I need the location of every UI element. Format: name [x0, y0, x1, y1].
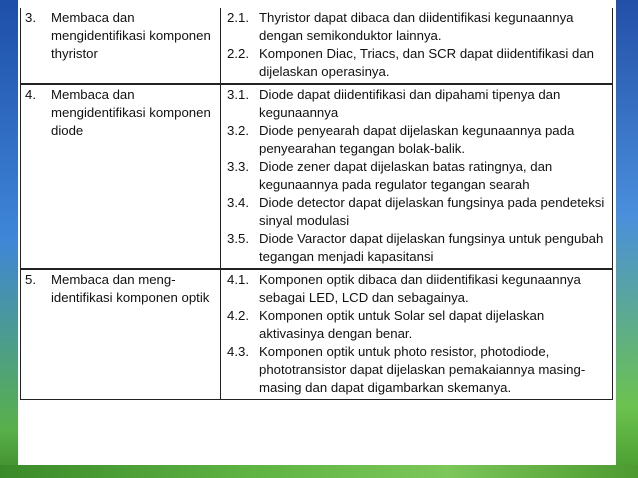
document-page — [18, 0, 616, 465]
row-number: 5. — [25, 272, 36, 287]
background-left-edge — [0, 0, 18, 478]
list-item: 3.5. Diode Varactor dapat dijelaskan fungsinya untuk pengubah tegangan menjadi kapasitansi — [227, 231, 604, 264]
list-item: 3.3. Diode zener dapat dijelaskan batas ratingnya, dan kegunaannya pada regulator tegangan searah — [227, 159, 553, 192]
competency-text: Membaca dan mengidentifikasi komponen thyristor — [51, 10, 211, 61]
indicator-cell — [221, 8, 613, 84]
row-number: 4. — [25, 87, 36, 102]
indicator-cell — [221, 269, 613, 400]
list-item: 2.1. Thyristor dapat dibaca dan diidentifikasi kegunaannya dengan semikonduktor lainnya. — [227, 10, 574, 43]
table-row — [21, 84, 613, 269]
list-item: 2.2. Komponen Diac, Triacs, dan SCR dapat diidentifikasi dan dijelaskan operasinya. — [227, 46, 594, 79]
competency-table — [20, 8, 613, 400]
competency-cell — [21, 8, 221, 84]
indicator-cell — [221, 84, 613, 269]
table-row — [21, 269, 613, 400]
background-right-edge — [616, 0, 638, 478]
competency-cell — [21, 269, 221, 400]
list-item: 4.3. Komponen optik untuk photo resistor, photodiode, phototransistor dapat dijelaskan pemakaiannya masing-masing dan dapat digambarkan skemanya. — [227, 344, 586, 395]
list-item: 4.2. Komponen optik untuk Solar sel dapat dijelaskan aktivasinya dengan benar. — [227, 308, 545, 341]
competency-text: Membaca dan meng- identifikasi komponen optik — [51, 272, 210, 305]
list-item: 4.1. Komponen optik dibaca dan diidentifikasi kegunaannya sebagai LED, LCD dan sebagainya. — [227, 272, 581, 305]
background-grass-strip — [0, 465, 638, 478]
list-item: 3.2. Diode penyearah dapat dijelaskan kegunaannya pada penyearahan tegangan bolak-balik. — [227, 123, 575, 156]
list-item: 3.4. Diode detector dapat dijelaskan fungsinya pada pendeteksi sinyal modulasi — [227, 195, 605, 228]
row-number: 3. — [25, 10, 36, 25]
list-item: 3.1. Diode dapat diidentifikasi dan dipahami tipenya dan kegunaannya — [227, 87, 561, 120]
competency-cell — [21, 84, 221, 269]
competency-text: Membaca dan mengidentifikasi komponen diode — [51, 87, 211, 138]
table-row — [21, 8, 613, 84]
